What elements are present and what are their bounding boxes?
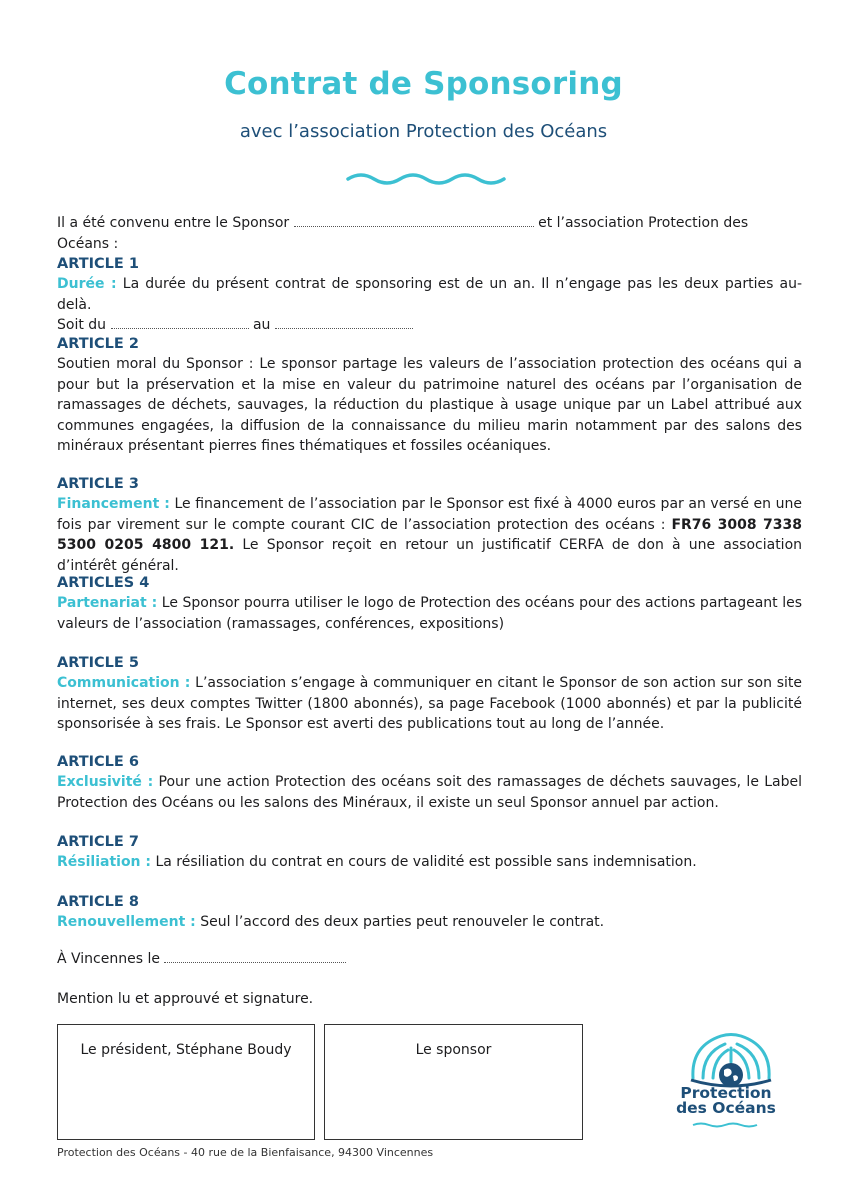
- article-keyword: Partenariat :: [57, 595, 158, 611]
- mention-text: Mention lu et approuvé et signature.: [57, 991, 314, 1007]
- document-subtitle: avec l’association Protection des Océans: [239, 121, 608, 142]
- article-7: [57, 832, 802, 873]
- article-text: L’association s’engage à communiquer en citant le Sponsor de son action sur son site internet, ses deux comptes Twitter (1800 abonnés), sa page Facebook (1000 abonnés) et par la publicité sponsorisée à ses frais. Le Sponsor est averti des publications tout au long de l’année.: [57, 675, 803, 732]
- article-3: [57, 474, 802, 576]
- sponsor-label: Le sponsor: [415, 1042, 492, 1058]
- period-to-label: au: [252, 317, 271, 333]
- article-heading: ARTICLE 8: [57, 894, 139, 910]
- article-8: [57, 892, 802, 933]
- period-from-label: Soit du: [57, 317, 107, 333]
- president-label: Le président, Stéphane Boudy: [80, 1042, 292, 1058]
- article-heading: ARTICLE 2: [57, 336, 139, 352]
- article-text: Pour une action Protection des océans soit des ramassages de déchets sauvages, le Label Protection des Océans ou les salons des Minéraux, il existe un seul Sponsor annuel par action.: [57, 774, 803, 811]
- article-text: La résiliation du contrat en cours de validité est possible sans indemnisation.: [155, 854, 697, 870]
- article-2: [57, 334, 802, 457]
- article-keyword: Exclusivité :: [57, 774, 154, 790]
- president-signature-box[interactable]: [57, 1024, 315, 1140]
- intro-line: [57, 213, 802, 255]
- article-1: [57, 254, 802, 336]
- article-keyword: Financement :: [57, 496, 170, 512]
- article-4: [57, 573, 802, 634]
- logo-line-1: Protection: [680, 1084, 772, 1102]
- document-title: Contrat de Sponsoring: [224, 66, 623, 102]
- date-blank: [164, 952, 346, 963]
- article-text: Soutien moral du Sponsor : Le sponsor partage les valeurs de l’association protection des océans qui a pour but la préservation et la mise en valeur du patrimoine naturel des océans par l’organisation de ramassages de déchets, sauvages, la réduction du plastique à usage unique par un Label attribué aux communes engagées, la diffusion de la connaissance du milieu marin notamment par des salons des minéraux présentant pierres fines thématiques et fossiles océaniques.: [57, 356, 802, 454]
- logo-wave-icon: [691, 1122, 761, 1128]
- date-to-blank: [275, 318, 413, 329]
- article-keyword: Résiliation :: [57, 854, 152, 870]
- article-heading: ARTICLE 3: [57, 476, 139, 492]
- article-keyword: Durée :: [57, 276, 117, 292]
- article-heading: ARTICLE 1: [57, 256, 139, 272]
- place-date-label: À Vincennes le: [57, 951, 160, 967]
- intro-text-2: et l’association Protection des Océans :: [57, 215, 749, 252]
- article-6: [57, 752, 802, 813]
- intro-text-1: Il a été convenu entre le Sponsor: [57, 215, 290, 231]
- logo-wordmark: [672, 1086, 780, 1131]
- article-5: [57, 653, 802, 735]
- article-text: Le Sponsor pourra utiliser le logo de Protection des océans pour des actions partageant les valeurs de l’association (ramassages, conférences, expositions): [57, 595, 802, 632]
- article-heading: ARTICLE 7: [57, 834, 139, 850]
- article-text: Seul l’accord des deux parties peut renouveler le contrat.: [200, 914, 605, 930]
- iban-number: FR76 3008 7338 5300 0205 4800 121.: [57, 516, 802, 553]
- article-text-after: Le Sponsor reçoit en retour un justificatif CERFA de don à une association d’intérêt général.: [57, 537, 803, 574]
- place-date-line: [57, 951, 346, 967]
- article-text: La durée du présent contrat de sponsoring est de un an. Il n’engage pas les deux parties au-delà.: [57, 276, 803, 313]
- date-from-blank: [111, 318, 249, 329]
- footer-address: Protection des Océans - 40 rue de la Bienfaisance, 94300 Vincennes: [57, 1146, 434, 1159]
- wave-icon: [346, 170, 510, 186]
- article-keyword: Renouvellement :: [57, 914, 196, 930]
- article-heading: ARTICLE 6: [57, 754, 139, 770]
- sponsor-signature-box[interactable]: [324, 1024, 583, 1140]
- sponsor-name-blank: [294, 216, 534, 227]
- article-text: Le financement de l’association par le Sponsor est fixé à 4000 euros par an versé en une fois par virement sur le compte courant CIC de l’association protection des océans :: [57, 496, 802, 533]
- article-keyword: Communication :: [57, 675, 191, 691]
- logo-line-2: des Océans: [676, 1099, 776, 1117]
- article-heading: ARTICLES 4: [57, 575, 150, 591]
- article-heading: ARTICLE 5: [57, 655, 139, 671]
